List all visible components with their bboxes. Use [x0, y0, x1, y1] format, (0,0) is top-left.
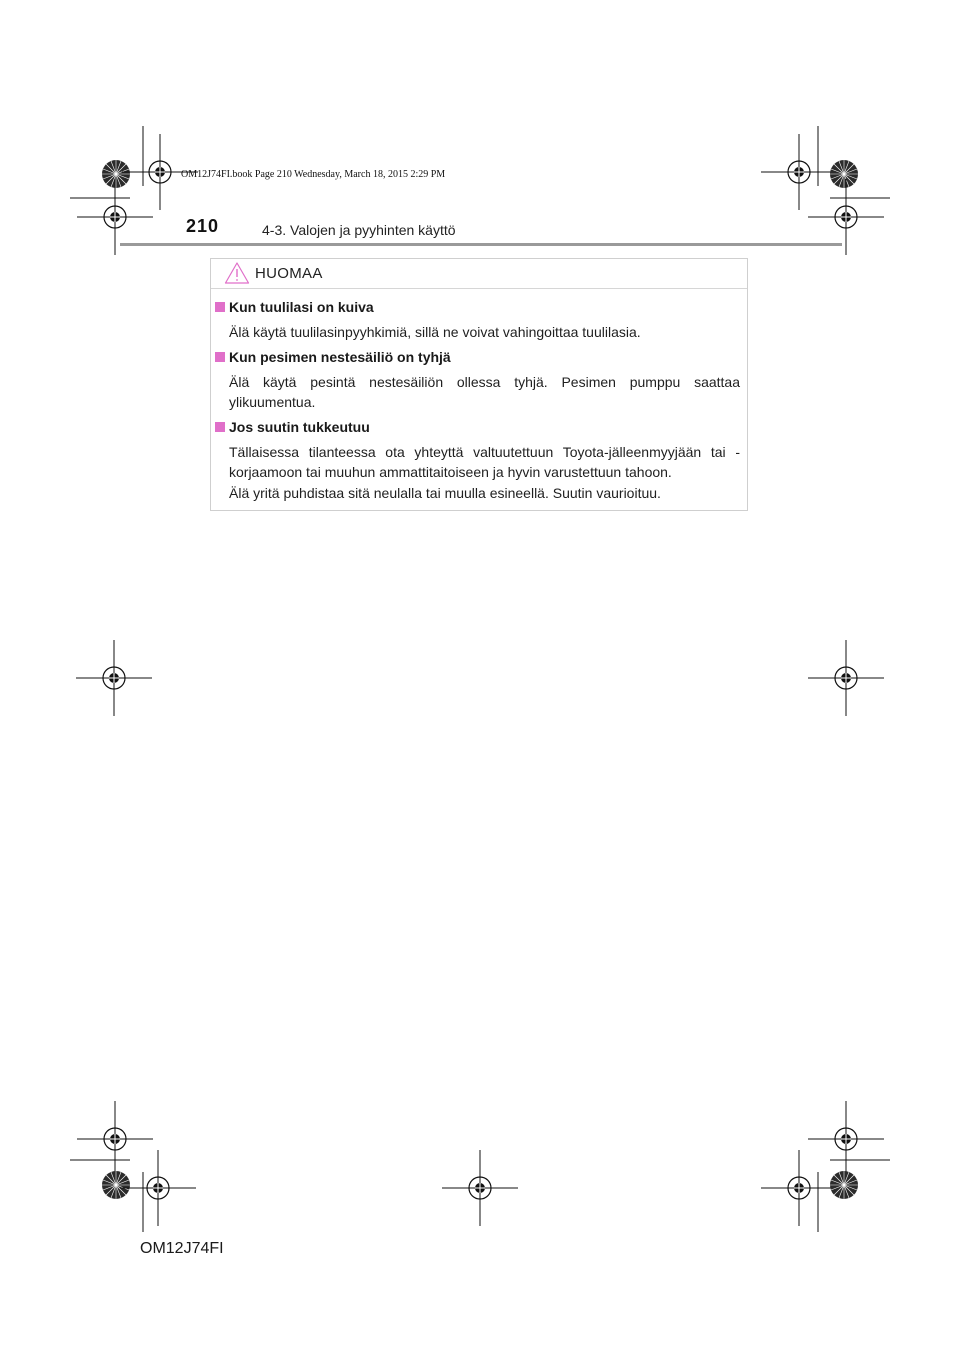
- square-bullet-icon: [215, 422, 225, 432]
- page-number: 210: [186, 216, 220, 236]
- notice-item-heading-text: Kun pesimen nestesäiliö on tyhjä: [229, 348, 451, 365]
- notice-item-body: [229, 319, 740, 343]
- notice-paragraph: Älä käytä pesintä nestesäiliön ollessa tyhjä. Pesimen pumppu saattaa ylikuumentua.: [229, 373, 740, 410]
- notice-item: [211, 349, 747, 413]
- notice-item-heading: [211, 299, 747, 319]
- square-bullet-icon: [215, 352, 225, 362]
- notice-item-heading: [211, 349, 747, 369]
- notice-item-body: [229, 439, 740, 504]
- notice-box: [210, 258, 748, 511]
- square-bullet-icon: [215, 302, 225, 312]
- notice-item-heading: [211, 419, 747, 439]
- notice-item-body: [229, 369, 740, 413]
- document-code: OM12J74FI: [140, 1240, 224, 1257]
- header-rule: [120, 243, 842, 246]
- section-title: 4-3. Valojen ja pyyhinten käyttö: [262, 222, 456, 238]
- book-info: OM12J74FI.book Page 210 Wednesday, March 18, 2015 2:29 PM: [181, 169, 446, 180]
- notice-paragraph: Älä käytä tuulilasinpyyhkimiä, sillä ne voivat vahingoittaa tuulilasia.: [229, 324, 641, 340]
- notice-item: [211, 419, 747, 504]
- notice-item-heading-text: Jos suutin tukkeutuu: [229, 418, 370, 435]
- notice-header: [211, 259, 747, 289]
- notice-item: [211, 299, 747, 343]
- notice-paragraph: Tällaisessa tilanteessa ota yhteyttä valtuutettuun Toyota-jälleenmyyjään tai -korjaamoon tai muuhun ammattitaitoiseen ja hyvin varustettuun tahoon.: [229, 443, 740, 480]
- notice-paragraph: Älä yritä puhdistaa sitä neulalla tai muulla esineellä. Suutin vaurioituu.: [229, 484, 661, 501]
- warning-triangle-icon: [224, 261, 250, 285]
- notice-title: HUOMAA: [255, 265, 323, 282]
- notice-item-heading-text: Kun tuulilasi on kuiva: [229, 299, 374, 315]
- notice-items: [211, 299, 747, 509]
